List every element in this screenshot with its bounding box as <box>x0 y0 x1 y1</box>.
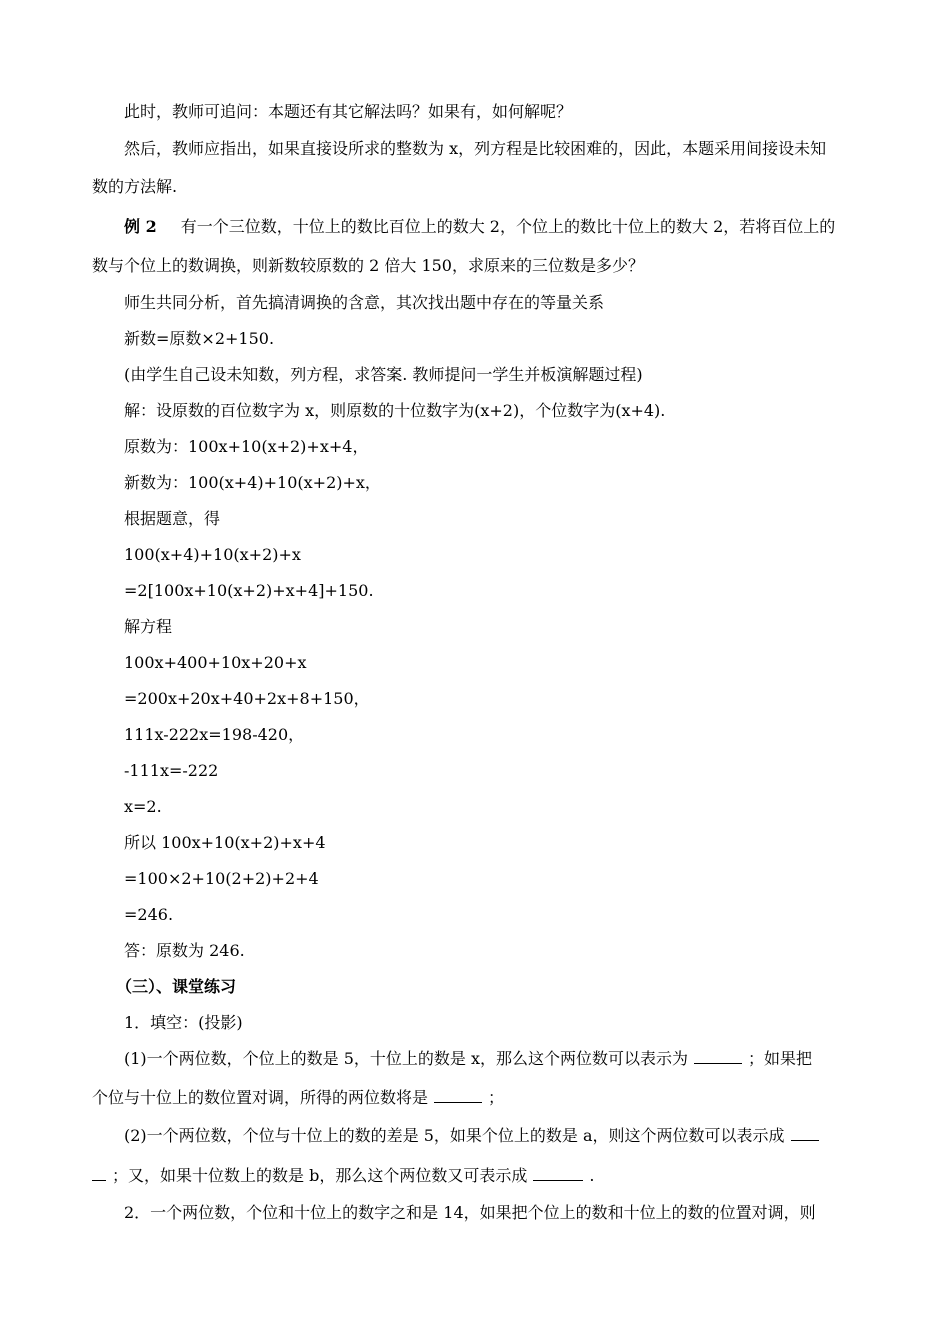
paragraph-teacher-note-line2: 数的方法解. <box>92 177 178 196</box>
answer-blank <box>434 1088 482 1103</box>
question-text: ；又，如果十位数上的数是 b，那么这个两位数又可表示成 <box>112 1166 528 1185</box>
question-text: . <box>589 1166 595 1185</box>
solution-line-13: 所以 100x+10(x+2)+x+4 <box>124 833 326 852</box>
paragraph-teacher-note-line1: 然后，教师应指出，如果直接设所求的整数为 x，列方程是比较困难的，因此，本题采用间接设未知 <box>124 139 827 158</box>
example-2-text: 有一个三位数，十位上的数比百位上的数大 2，个位上的数比十位上的数大 2，若将百位上的 <box>180 217 836 236</box>
question-text: (1)一个两位数，个位上的数是 5，十位上的数是 x，那么这个两位数可以表示为 <box>124 1049 689 1068</box>
analysis-text: 师生共同分析，首先搞清调换的含意，其次找出题中存在的等量关系 <box>124 293 605 312</box>
solution-line-11: -111x=-222 <box>124 761 219 780</box>
student-note: (由学生自己设未知数，列方程，求答案. 教师提问一学生并板演解题过程) <box>124 365 643 384</box>
equality-relation: 新数=原数×2+150. <box>124 329 275 348</box>
example-2-line1 <box>124 217 835 237</box>
solution-line-6: =2[100x+10(x+2)+x+4]+150. <box>124 581 374 600</box>
question-text: 个位与十位上的数位置对调，所得的两位数将是 <box>92 1088 429 1107</box>
question-1-part-1-line2 <box>92 1088 504 1108</box>
solution-line-1: 解：设原数的百位数字为 x，则原数的十位数字为(x+2)，个位数字为(x+4). <box>124 401 666 420</box>
answer-line: 答：原数为 246. <box>124 941 245 960</box>
solution-line-4: 根据题意，得 <box>124 509 221 528</box>
section-heading-classroom-practice: （三）、课堂练习 <box>116 977 237 996</box>
example-2-line2: 数与个位上的数调换，则新数较原数的 2 倍大 150，求原来的三位数是多少？ <box>92 256 644 275</box>
answer-blank <box>533 1166 583 1181</box>
solution-line-12: x=2. <box>124 797 162 816</box>
question-1: 1．填空：(投影) <box>124 1013 243 1032</box>
example-2-label: 例 2 <box>124 217 157 236</box>
answer-blank <box>694 1049 742 1064</box>
solution-line-14: =100×2+10(2+2)+2+4 <box>124 869 319 888</box>
question-text: ； <box>488 1088 505 1107</box>
question-2: 2．一个两位数，个位和十位上的数字之和是 14，如果把个位上的数和十位上的数的位置对调，则 <box>124 1203 816 1222</box>
solution-line-3: 新数为：100(x+4)+10(x+2)+x， <box>124 473 381 492</box>
question-1-part-2-line2 <box>92 1166 594 1186</box>
question-text: ；如果把 <box>748 1049 813 1068</box>
solution-line-5: 100(x+4)+10(x+2)+x <box>124 545 301 564</box>
answer-blank <box>791 1126 819 1141</box>
solution-line-2: 原数为：100x+10(x+2)+x+4， <box>124 437 369 456</box>
solution-line-7: 解方程 <box>124 617 173 636</box>
answer-blank <box>92 1166 106 1181</box>
question-text: (2)一个两位数，个位与十位上的数的差是 5，如果个位上的数是 a，则这个两位数可以表示成 <box>124 1126 785 1145</box>
solution-line-8: 100x+400+10x+20+x <box>124 653 307 672</box>
solution-line-10: 111x-222x=198-420， <box>124 725 305 744</box>
solution-line-15: =246. <box>124 905 174 924</box>
question-1-part-2-line1 <box>124 1126 825 1146</box>
solution-line-9: =200x+20x+40+2x+8+150， <box>124 689 370 708</box>
paragraph-follow-up-question: 此时，教师可追问：本题还有其它解法吗？如果有，如何解呢？ <box>124 102 573 121</box>
question-1-part-1-line1 <box>124 1049 812 1069</box>
